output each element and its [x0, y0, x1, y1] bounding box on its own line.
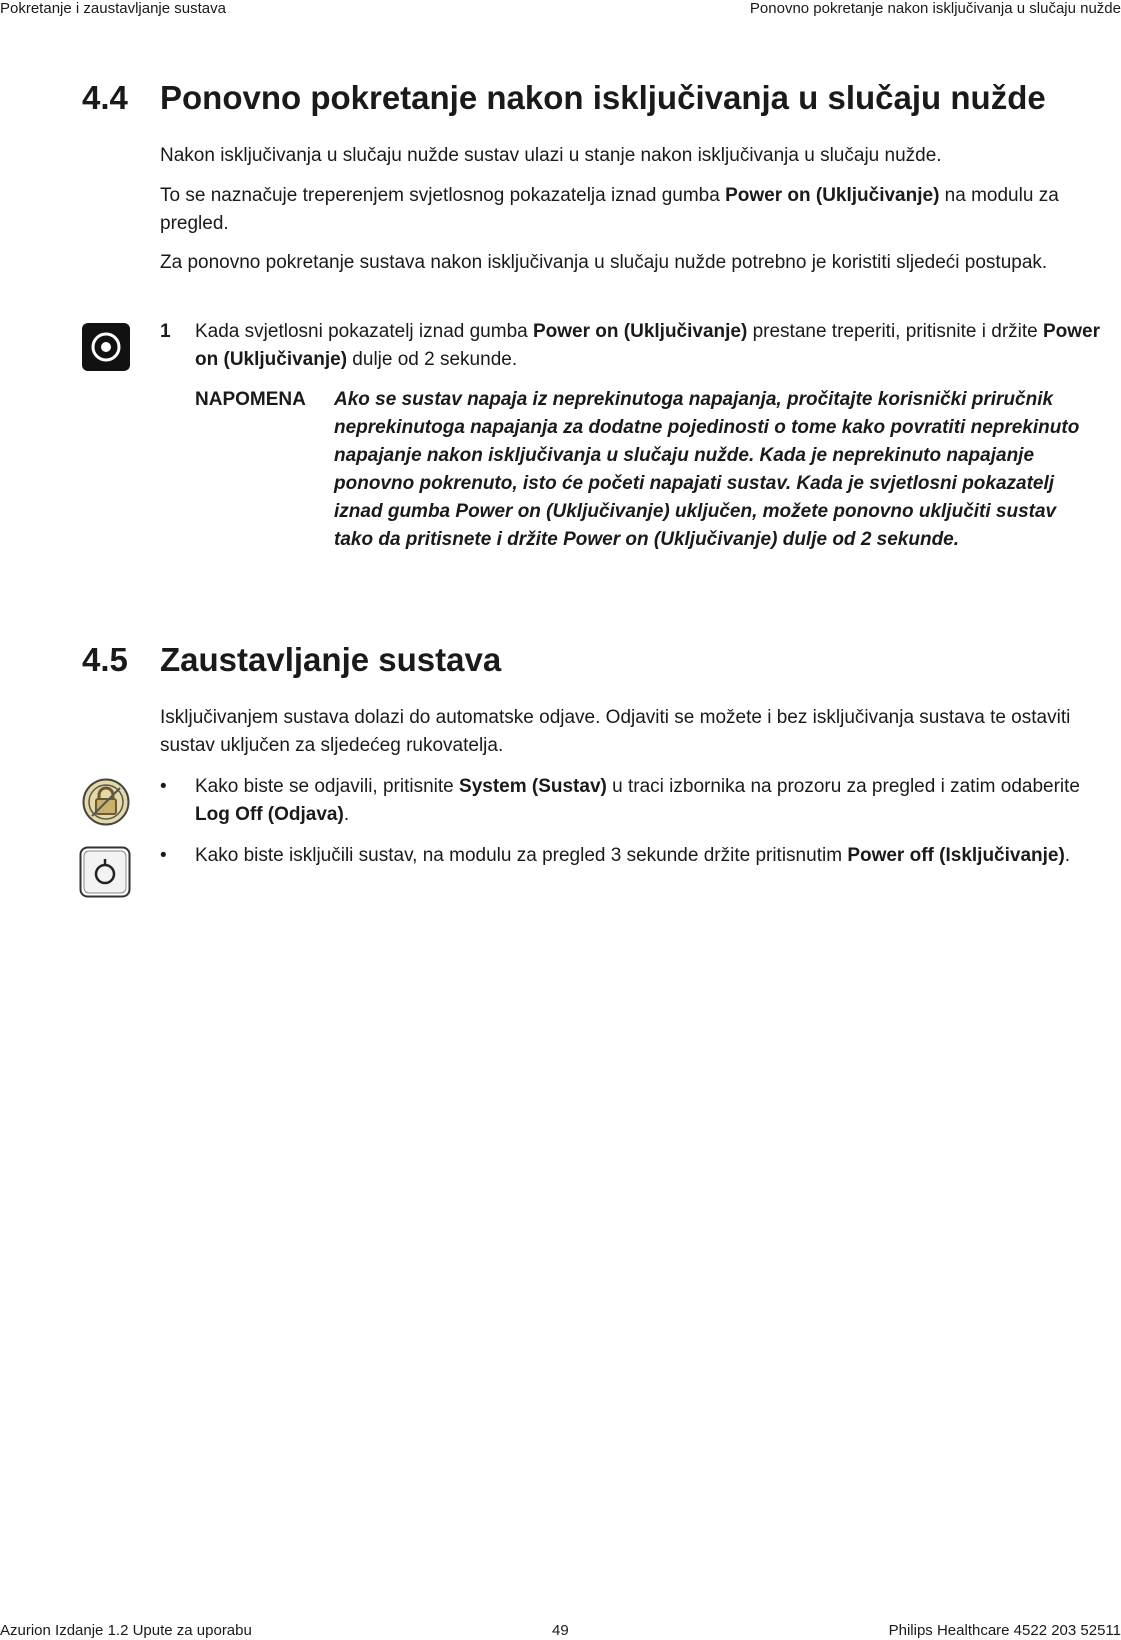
- header-chapter-title: Pokretanje i zaustavljanje sustava: [0, 0, 226, 17]
- bullet: •: [160, 845, 167, 866]
- header-section-title: Ponovno pokretanje nakon isključivanja u slučaju nužde: [749, 0, 1121, 17]
- step-text: Kada svjetlosni pokazatelj iznad gumba Power on (Uključivanje) prestane treperiti, pritisnite i držite Power on (Uključivanje) dulje od 2 sekunde.: [195, 321, 1101, 370]
- ui-term: Log Off (Odjava): [195, 804, 344, 825]
- section-title: Zaustavljanje sustava: [160, 641, 502, 678]
- page-number: 49: [552, 1622, 569, 1639]
- footer-document-title: Azurion Izdanje 1.2 Upute za uporabu: [0, 1622, 252, 1639]
- ui-term: System (Sustav): [459, 776, 607, 797]
- paragraph: Nakon isključivanja u slučaju nužde sustav ulazi u stanje nakon isključivanja u slučaju nužde.: [160, 145, 942, 166]
- log-off-lock-icon: [82, 778, 130, 826]
- footer-document-id: Philips Healthcare 4522 203 52511: [888, 1622, 1121, 1639]
- ui-term: Power on (Uključivanje): [532, 321, 748, 342]
- power-on-button-icon: [82, 323, 130, 371]
- ui-term: Power on (Uključivanje): [725, 185, 940, 206]
- section-title: Ponovno pokretanje nakon isključivanja u slučaju nužde: [160, 79, 1046, 116]
- paragraph: Isključivanjem sustava dolazi do automatske odjave. Odjaviti se možete i bez isključivanja sustava te ostaviti sustav uključen za sljedećeg rukovatelja.: [160, 707, 1071, 756]
- ui-term: Power on (Uključivanje): [195, 321, 1101, 370]
- paragraph: Za ponovno pokretanje sustava nakon isključivanja u slučaju nužde potrebno je koristiti sljedeći postupak.: [160, 252, 1048, 273]
- section-number: 4.4: [82, 79, 128, 116]
- running-header: [0, 0, 1121, 22]
- step-number: 1: [160, 321, 171, 342]
- bullet-text: Kako biste se odjavili, pritisnite System (Sustav) u traci izbornika na prozoru za pregled i zatim odaberite Log Off (Odjava).: [195, 776, 1080, 825]
- note-text: Ako se sustav napaja iz neprekinutoga napajanja, pročitajte korisnički priručnik neprekinutoga napajanja za dodatne pojedinosti o tome kako povratiti neprekinuto napajanje nakon isključivanja u slučaju nužde. Kada je neprekinuto napajanje ponovno pokrenuto, isto će početi napajati sustav. Kada je svjetlosni pokazatelj iznad gumba Power on (Uključivanje) uključen, možete ponovno uključiti sustav tako da pritisnete i držite Power on (Uključivanje) dulje od 2 sekunde.: [334, 389, 1080, 550]
- bullet-text: Kako biste isključili sustav, na modulu za pregled 3 sekunde držite pritisnutim Power off (Isključivanje).: [195, 845, 1071, 866]
- power-off-button-icon: [79, 846, 131, 898]
- ui-term: Power off (Isključivanje): [847, 845, 1065, 866]
- note-label: NAPOMENA: [195, 389, 306, 410]
- section-number: 4.5: [82, 641, 128, 678]
- bullet: •: [160, 776, 167, 797]
- paragraph: To se naznačuje treperenjem svjetlosnog pokazatelja iznad gumba Power on (Uključivanje) na modulu za pregled.: [160, 185, 1059, 234]
- running-footer: [0, 1622, 1121, 1640]
